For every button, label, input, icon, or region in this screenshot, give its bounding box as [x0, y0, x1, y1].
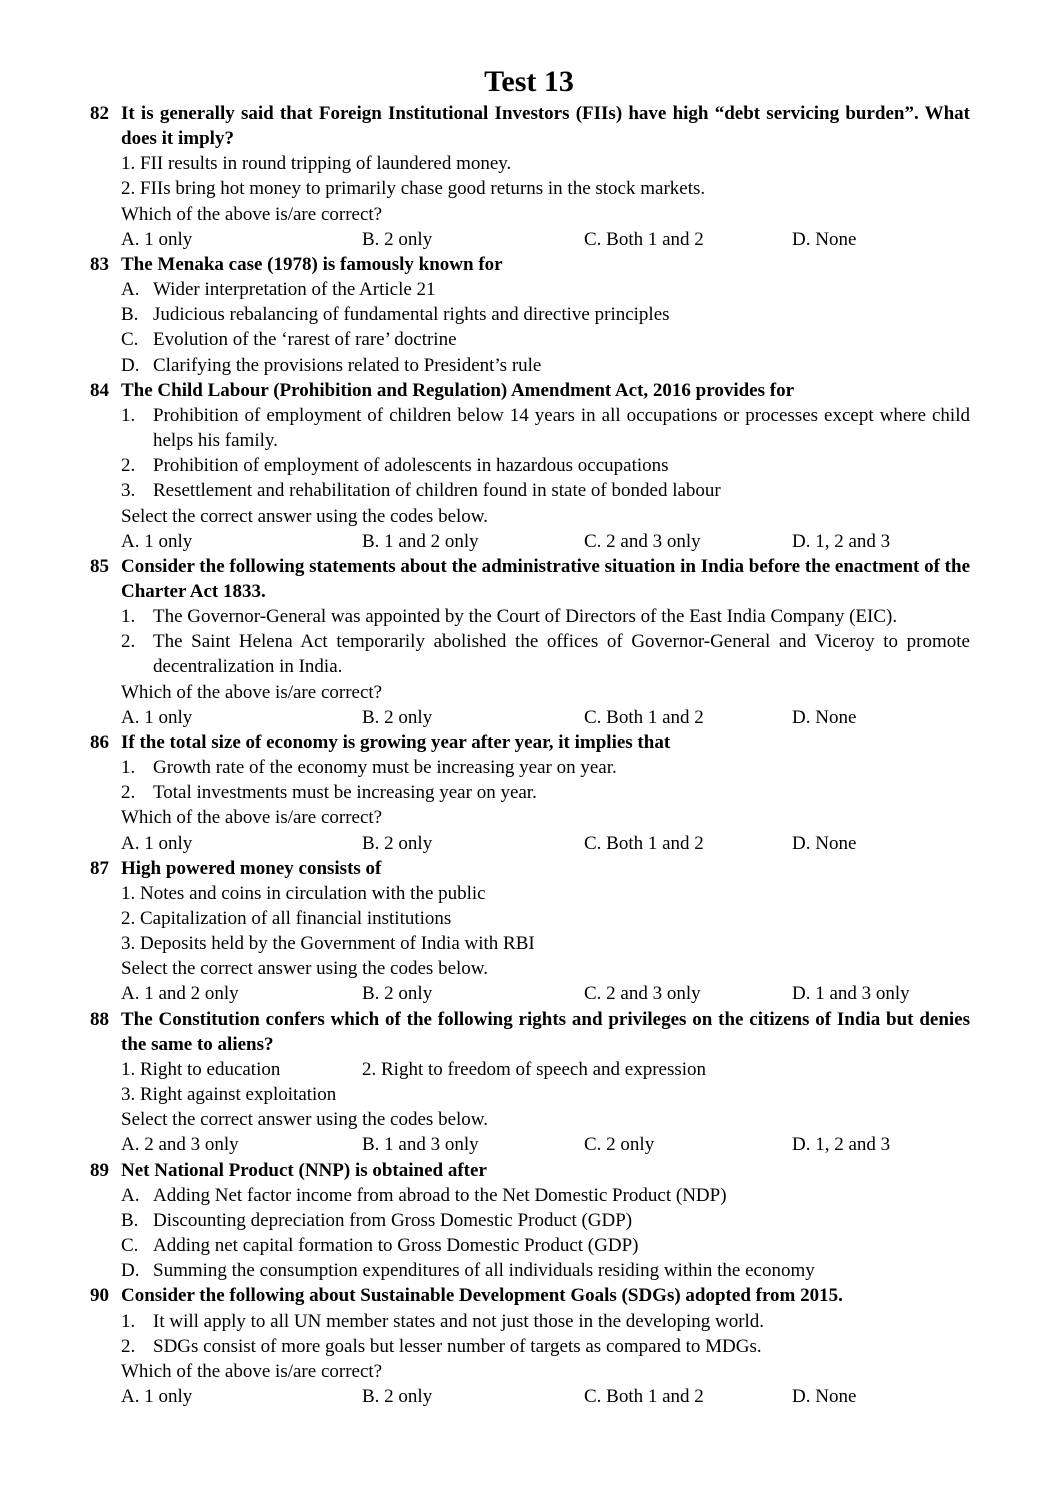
choice-text: Adding net capital formation to Gross Domestic Product (GDP)	[153, 1235, 639, 1257]
option-b[interactable]: B. 1 and 3 only	[362, 1134, 479, 1156]
option-d[interactable]: D. None	[792, 832, 857, 854]
option-d[interactable]: D. 1, 2 and 3	[792, 530, 891, 552]
question-87	[88, 856, 970, 1007]
option-a[interactable]: A. 1 only	[121, 706, 193, 728]
choice-text: Evolution of the ‘rarest of rare’ doctrine	[153, 329, 457, 351]
statement-marker: 3.	[121, 480, 136, 502]
statement	[121, 453, 970, 478]
option-a[interactable]: A. 1 and 2 only	[121, 983, 239, 1005]
choice-text: Clarifying the provisions related to President’s rule	[153, 354, 542, 376]
choice-text: Judicious rebalancing of fundamental rights and directive principles	[153, 304, 670, 326]
statement-text: Prohibition of employment of adolescents in hazardous occupations	[153, 455, 669, 477]
choice-c[interactable]	[121, 1233, 970, 1258]
statement	[121, 1309, 970, 1334]
question-prompt: Which of the above is/are correct?	[121, 203, 383, 225]
question-stem	[88, 378, 970, 403]
question-text: Consider the following statements about the administrative situation in India before the enactment of the Charter Act 1833.	[121, 555, 970, 602]
option-a[interactable]: A. 1 only	[121, 832, 193, 854]
option-c[interactable]: C. Both 1 and 2	[584, 832, 704, 854]
choice-marker: C.	[121, 329, 139, 351]
question-90	[88, 1283, 970, 1409]
question-84	[88, 378, 970, 554]
option-d[interactable]: D. 1, 2 and 3	[792, 1134, 891, 1156]
answer-options	[121, 705, 970, 730]
statement-text: The Governor-General was appointed by the Court of Directors of the East India Company (EIC).	[153, 606, 898, 628]
statement-text: Growth rate of the economy must be increasing year on year.	[153, 757, 617, 779]
option-b[interactable]: B. 2 only	[362, 706, 433, 728]
choice-marker: D.	[121, 354, 140, 376]
statement-marker: 2.	[121, 782, 136, 804]
question-prompt: Select the correct answer using the codes below.	[121, 505, 489, 527]
statement-row	[121, 1057, 970, 1082]
option-b[interactable]: B. 2 only	[362, 228, 433, 250]
answer-options	[121, 981, 970, 1006]
question-number: 86	[90, 731, 109, 753]
question-number: 88	[90, 1008, 109, 1030]
statement: 3. Deposits held by the Government of India with RBI	[121, 933, 535, 955]
statement-marker: 2.	[121, 1335, 136, 1357]
choice-text: Summing the consumption expenditures of all individuals residing within the economy	[153, 1260, 815, 1282]
statement-text: The Saint Helena Act temporarily abolished the offices of Governor-General and Viceroy to promote decentralization in India.	[153, 631, 970, 678]
question-number: 87	[90, 857, 109, 879]
option-c[interactable]: C. Both 1 and 2	[584, 228, 704, 250]
choice-marker: A.	[121, 279, 140, 301]
page-title: Test 13	[484, 65, 574, 98]
question-text: The Child Labour (Prohibition and Regulation) Amendment Act, 2016 provides for	[121, 379, 794, 401]
choice-a[interactable]	[121, 1183, 970, 1208]
statement	[121, 755, 970, 780]
question-list	[88, 101, 970, 1409]
question-89	[88, 1158, 970, 1284]
statement: 1. Right to education	[121, 1058, 281, 1080]
question-85	[88, 554, 970, 730]
question-prompt: Which of the above is/are correct?	[121, 681, 383, 703]
option-c[interactable]: C. Both 1 and 2	[584, 706, 704, 728]
question-number: 84	[90, 379, 109, 401]
question-number: 83	[90, 253, 109, 275]
question-stem	[88, 856, 970, 881]
option-b[interactable]: B. 2 only	[362, 983, 433, 1005]
question-number: 89	[90, 1159, 109, 1181]
choice-marker: B.	[121, 304, 139, 326]
answer-options	[121, 227, 970, 252]
option-d[interactable]: D. None	[792, 1385, 857, 1407]
question-prompt: Which of the above is/are correct?	[121, 1360, 383, 1382]
choice-marker: A.	[121, 1184, 140, 1206]
statement-marker: 2.	[121, 455, 136, 477]
statement-marker: 1.	[121, 606, 136, 628]
question-stem	[88, 730, 970, 755]
question-text: The Constitution confers which of the following rights and privileges on the citizens of India but denies the same to aliens?	[121, 1008, 970, 1055]
statement-marker: 1.	[121, 757, 136, 779]
answer-options	[121, 1132, 970, 1157]
statement-marker: 1.	[121, 404, 136, 426]
answer-options	[121, 1384, 970, 1409]
question-text: If the total size of economy is growing year after year, it implies that	[121, 731, 671, 753]
question-stem	[88, 101, 970, 151]
question-82	[88, 101, 970, 252]
statement: 2. Right to freedom of speech and expression	[362, 1058, 707, 1080]
option-c[interactable]: C. Both 1 and 2	[584, 1385, 704, 1407]
statement-text: Resettlement and rehabilitation of children found in state of bonded labour	[153, 480, 721, 502]
option-b[interactable]: B. 2 only	[362, 1385, 433, 1407]
question-88	[88, 1007, 970, 1158]
choice-d[interactable]	[121, 1258, 970, 1283]
statement: 1. FII results in round tripping of laundered money.	[121, 153, 512, 175]
choice-b[interactable]	[121, 302, 970, 327]
statement: 2. Capitalization of all financial institutions	[121, 908, 452, 929]
statement-marker: 1.	[121, 1310, 136, 1332]
choice-marker: B.	[121, 1209, 139, 1231]
choice-b[interactable]	[121, 1208, 970, 1233]
question-stem	[88, 554, 970, 604]
choice-marker: D.	[121, 1260, 140, 1282]
option-b[interactable]: B. 1 and 2 only	[362, 530, 479, 552]
option-a[interactable]: A. 1 only	[121, 1385, 193, 1407]
option-b[interactable]: B. 2 only	[362, 832, 433, 854]
question-stem	[88, 1283, 970, 1308]
option-c[interactable]: C. 2 only	[584, 1134, 655, 1156]
statement-text: Prohibition of employment of children below 14 years in all occupations or processes except where child helps his family.	[153, 404, 970, 452]
question-86	[88, 730, 970, 856]
option-a[interactable]: A. 2 and 3 only	[121, 1134, 239, 1156]
answer-options	[121, 529, 970, 554]
question-prompt: Select the correct answer using the codes below.	[121, 1109, 489, 1131]
question-text: It is generally said that Foreign Institutional Investors (FIIs) have high “debt servicing burden”. What does it imply?	[121, 103, 970, 150]
question-prompt: Select the correct answer using the codes below.	[121, 958, 489, 980]
question-prompt: Which of the above is/are correct?	[121, 807, 383, 829]
question-text: Net National Product (NNP) is obtained after	[121, 1159, 487, 1181]
statement-marker: 2.	[121, 631, 136, 653]
statement	[121, 1334, 970, 1359]
question-text: The Menaka case (1978) is famously known for	[121, 253, 503, 275]
option-c[interactable]: C. 2 and 3 only	[584, 983, 701, 1005]
choice-c[interactable]	[121, 327, 970, 352]
choice-d[interactable]	[121, 353, 970, 378]
question-text: Consider the following about Sustainable Development Goals (SDGs) adopted from 2015.	[121, 1285, 843, 1307]
statement	[121, 478, 970, 503]
statement-text: It will apply to all UN member states and not just those in the developing world.	[153, 1310, 765, 1332]
option-a[interactable]: A. 1 only	[121, 530, 193, 552]
option-d[interactable]: D. None	[792, 706, 857, 728]
question-number: 85	[90, 555, 109, 577]
option-c[interactable]: C. 2 and 3 only	[584, 530, 701, 552]
statement: 2. FIIs bring hot money to primarily chase good returns in the stock markets.	[121, 178, 706, 200]
statement: 3. Right against exploitation	[121, 1084, 337, 1106]
statement: 1. Notes and coins in circulation with the public	[121, 882, 486, 904]
statement	[121, 604, 970, 629]
option-a[interactable]: A. 1 only	[121, 228, 193, 250]
choice-marker: C.	[121, 1235, 139, 1257]
option-d[interactable]: D. None	[792, 228, 857, 250]
question-text: High powered money consists of	[121, 857, 382, 879]
question-number: 82	[90, 103, 109, 124]
question-stem	[88, 1158, 970, 1183]
choice-a[interactable]	[121, 277, 970, 302]
question-number: 90	[90, 1285, 109, 1307]
question-83	[88, 252, 970, 378]
choice-text: Adding Net factor income from abroad to the Net Domestic Product (NDP)	[153, 1184, 727, 1206]
statement	[121, 780, 970, 805]
answer-options	[121, 831, 970, 856]
question-stem	[88, 252, 970, 277]
statement-text: SDGs consist of more goals but lesser number of targets as compared to MDGs.	[153, 1335, 762, 1357]
statement	[121, 629, 970, 679]
choice-text: Discounting depreciation from Gross Domestic Product (GDP)	[153, 1209, 633, 1231]
choice-text: Wider interpretation of the Article 21	[153, 279, 436, 301]
statement-text: Total investments must be increasing year on year.	[153, 782, 537, 804]
option-d[interactable]: D. 1 and 3 only	[792, 983, 910, 1005]
statement	[121, 403, 970, 453]
question-stem	[88, 1007, 970, 1057]
